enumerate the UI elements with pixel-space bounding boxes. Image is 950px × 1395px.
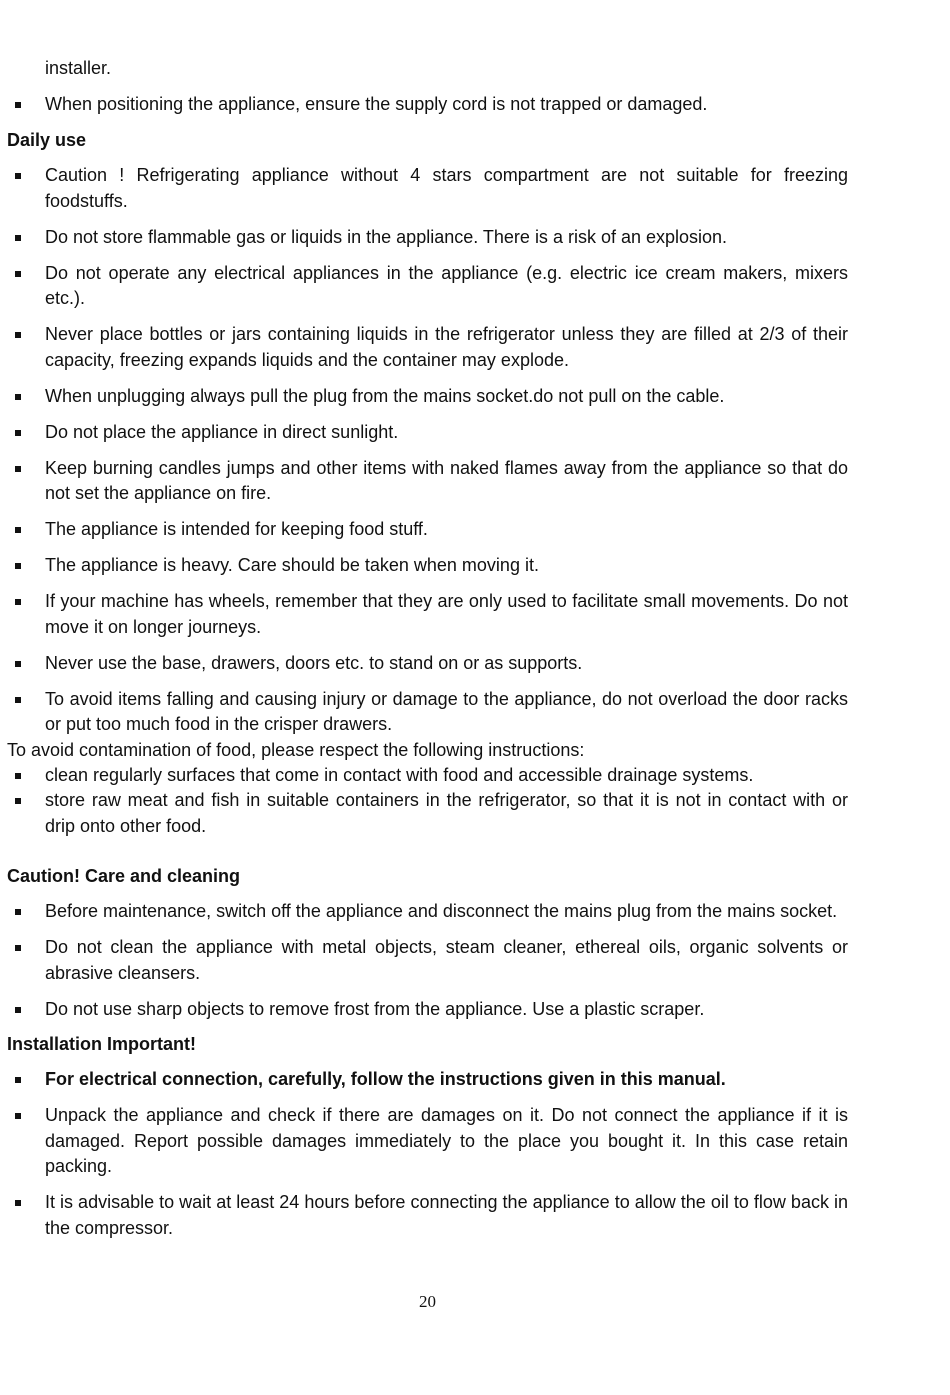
list-item: Do not clean the appliance with metal objects, steam cleaner, ethereal oils, organic solvents or abrasive cleansers. <box>7 935 848 986</box>
list-item: When positioning the appliance, ensure the supply cord is not trapped or damaged. <box>7 92 848 118</box>
list-item: Keep burning candles jumps and other items with naked flames away from the appliance so that do not set the appliance on fire. <box>7 456 848 507</box>
daily-use-list <box>7 163 848 738</box>
list-item: Do not store flammable gas or liquids in the appliance. There is a risk of an explosion. <box>7 225 848 251</box>
page-number: 20 <box>419 1292 436 1311</box>
manual-page <box>7 56 848 1241</box>
installation-list <box>7 1067 848 1241</box>
list-item: store raw meat and fish in suitable containers in the refrigerator, so that it is not in contact with or drip onto other food. <box>7 788 848 839</box>
list-item: Never place bottles or jars containing liquids in the refrigerator unless they are filled at 2/3 of their capacity, freezing expands liquids and the container may explode. <box>7 322 848 373</box>
list-item: clean regularly surfaces that come in contact with food and accessible drainage systems. <box>7 763 848 789</box>
care-cleaning-list <box>7 899 848 1022</box>
contamination-intro: To avoid contamination of food, please respect the following instructions: <box>7 739 585 760</box>
list-item: It is advisable to wait at least 24 hours before connecting the appliance to allow the oil to flow back in the compressor. <box>7 1190 848 1241</box>
list-item: Caution ! Refrigerating appliance without 4 stars compartment are not suitable for freezing foodstuffs. <box>7 163 848 214</box>
list-item: Before maintenance, switch off the appliance and disconnect the mains plug from the mains socket. <box>7 899 848 925</box>
intro-list <box>7 92 848 118</box>
list-item: Never use the base, drawers, doors etc. to stand on or as supports. <box>7 651 848 677</box>
list-item-important: For electrical connection, carefully, follow the instructions given in this manual. <box>7 1067 848 1093</box>
list-item: Do not operate any electrical appliances in the appliance (e.g. electric ice cream makers, mixers etc.). <box>7 261 848 312</box>
section-heading-care-cleaning: Caution! Care and cleaning <box>7 866 241 886</box>
list-item: To avoid items falling and causing injury or damage to the appliance, do not overload the door racks or put too much food in the crisper drawers. <box>7 687 848 738</box>
list-item: Do not use sharp objects to remove frost from the appliance. Use a plastic scraper. <box>7 997 848 1023</box>
contamination-list <box>7 763 848 840</box>
list-item: Do not place the appliance in direct sunlight. <box>7 420 848 446</box>
list-item: The appliance is intended for keeping food stuff. <box>7 517 848 543</box>
section-heading-daily-use: Daily use <box>7 130 87 150</box>
list-item: If your machine has wheels, remember that they are only used to facilitate small movements. Do not move it on longer journeys. <box>7 589 848 640</box>
list-item: When unplugging always pull the plug from the mains socket.do not pull on the cable. <box>7 384 848 410</box>
continuation-text: installer. <box>45 58 112 78</box>
list-item: Unpack the appliance and check if there are damages on it. Do not connect the appliance if it is damaged. Report possible damages immediately to the place you bought it. In this case retain packing. <box>7 1103 848 1180</box>
section-heading-installation: Installation Important! <box>7 1034 196 1054</box>
list-item: The appliance is heavy. Care should be taken when moving it. <box>7 553 848 579</box>
